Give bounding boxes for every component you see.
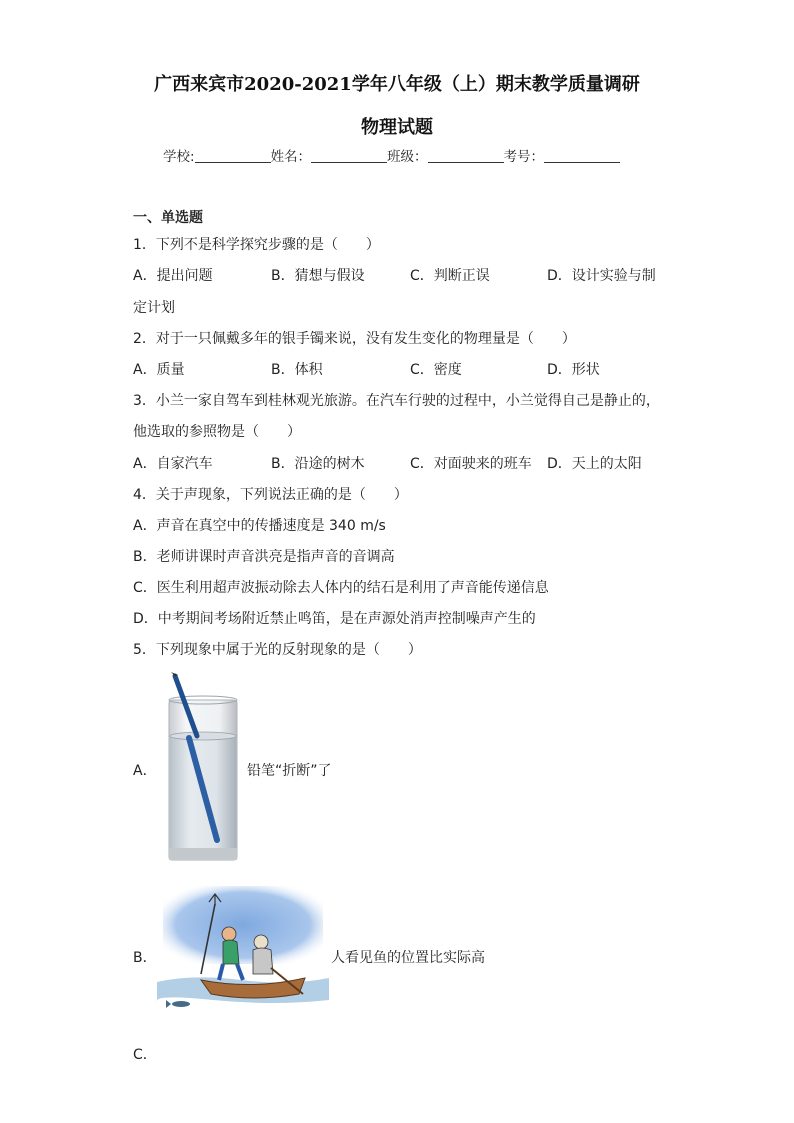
q1-option-d-continuation: 定计划 (133, 300, 175, 316)
q5-option-b-letter: B． (133, 950, 157, 966)
question-3-stem-cont: 他选取的参照物是（ ） (133, 424, 301, 440)
q2-option-d: D．形状 (547, 362, 600, 378)
q4-option-d: D．中考期间考场附近禁止鸣笛，是在声源处消声控制噪声产生的 (133, 611, 536, 627)
exam-subtitle: 物理试题 (361, 117, 433, 138)
pencil-in-glass-image (163, 672, 243, 864)
q4-option-a: A．声音在真空中的传播速度是 340 m/s (133, 518, 386, 534)
q4-option-b: B．老师讲课时声音洪亮是指声音的音调高 (133, 549, 395, 565)
q2-option-c: C．密度 (410, 362, 462, 378)
question-4-stem: 4．关于声现象，下列说法正确的是（ ） (133, 487, 408, 503)
school-label: 学校: (163, 149, 195, 165)
q5-option-a-text: 铅笔“折断”了 (247, 763, 332, 779)
question-5-stem: 5．下列现象中属于光的反射现象的是（ ） (133, 642, 422, 658)
exam-no-blank[interactable] (544, 148, 620, 163)
q5-option-b-text: 人看见鱼的位置比实际高 (331, 950, 485, 966)
class-label: 班级： (387, 149, 428, 165)
class-blank[interactable] (428, 148, 504, 163)
q3-option-b: B．沿途的树木 (271, 456, 365, 472)
q2-option-a: A．质量 (133, 362, 185, 378)
question-3-stem: 3．小兰一家自驾车到桂林观光旅游。在汽车行驶的过程中，小兰觉得自己是静止的， (133, 393, 660, 409)
exam-no-label: 考号： (503, 149, 545, 165)
name-blank[interactable] (311, 148, 387, 163)
q1-option-c: C．判断正误 (410, 268, 490, 284)
q2-option-b: B．体积 (271, 362, 323, 378)
q5-option-a-letter: A． (133, 763, 157, 779)
q3-option-d: D．天上的太阳 (547, 456, 642, 472)
q1-option-a: A．提出问题 (133, 268, 213, 284)
q3-option-a: A．自家汽车 (133, 456, 213, 472)
school-blank[interactable] (195, 148, 271, 163)
exam-title: 广西来宾市2020-2021学年八年级（上）期末教学质量调研 (154, 74, 640, 95)
section-heading: 一、单选题 (133, 210, 203, 226)
q1-option-b: B．猜想与假设 (271, 268, 365, 284)
q4-option-c: C．医生利用超声波振动除去人体内的结石是利用了声音能传递信息 (133, 580, 549, 596)
q3-option-c: C．对面驶来的班车 (410, 456, 532, 472)
q5-option-c-letter: C． (133, 1047, 157, 1063)
name-label: 姓名： (270, 149, 312, 165)
q1-option-d: D．设计实验与制 (547, 268, 656, 284)
student-info-row (163, 145, 620, 165)
boat-fishing-image (153, 882, 331, 1022)
question-2-stem: 2．对于一只佩戴多年的银手镯来说，没有发生变化的物理量是（ ） (133, 331, 576, 347)
question-1-stem: 1．下列不是科学探究步骤的是（ ） (133, 237, 380, 253)
